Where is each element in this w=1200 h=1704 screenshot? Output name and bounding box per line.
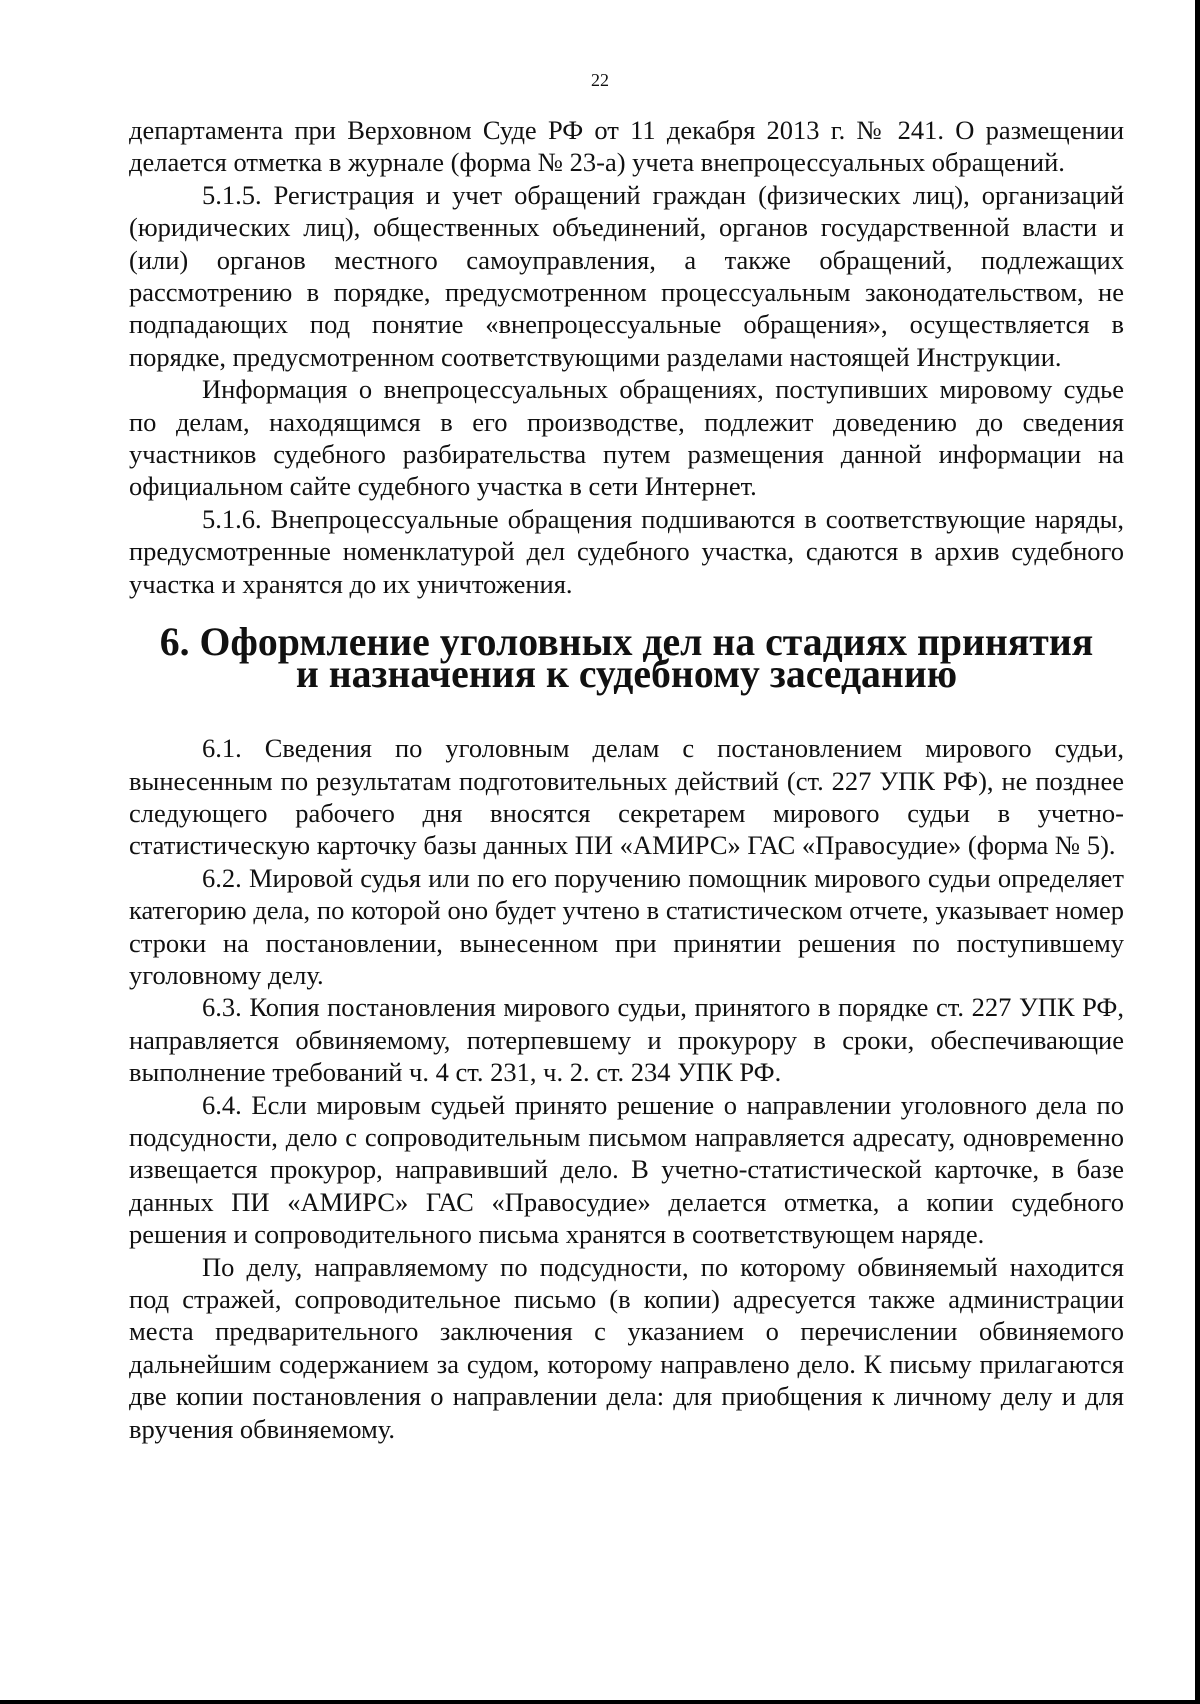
document-body bbox=[129, 114, 1124, 1445]
scan-edge-bottom bbox=[0, 1700, 1200, 1704]
paragraph-5-1-5: 5.1.5. Регистрация и учет обращений граждан (физических лиц), организаций (юридических лиц), общественных объединений, органов государственной власти и (или) органов местного самоуправления, а также обращений, подлежащих рассмотрению в порядке, предусмотренном процессуальным законодательством, не подпадающих под понятие «внепроцессуальные обращения», осуществляется в порядке, предусмотренном соответствующими разделами настоящей Инструкции. bbox=[129, 179, 1124, 372]
paragraph-information: Информация о внепроцессуальных обращениях, поступивших мировому судье по делам, находящимся в его производстве, подлежит доведению до сведения участников судебного разбирательства путем размещения данной информации на официальном сайте судебного участка в сети Интернет. bbox=[129, 374, 1124, 502]
page-number: 22 bbox=[591, 70, 609, 90]
paragraph-5-1-6: 5.1.6. Внепроцессуальные обращения подшиваются в соответствующие наряды, предусмотренные номенклатурой дел судебного участка, сдаются в архив судебного участка и хранятся до их уничтожения. bbox=[129, 503, 1124, 599]
paragraph-jurisdiction-custody: По делу, направляемому по подсудности, по которому обвиняемый находится под стражей, сопроводительное письмо (в копии) адресуется также администрации места предварительного заключения с указанием о перечислении обвиняемого дальнейшим содержанием за судом, которому направлено дело. К письму прилагаются две копии постановления о направлении дела: для приобщения к личному делу и для вручения обвиняемому. bbox=[129, 1251, 1124, 1444]
paragraph-6-1: 6.1. Сведения по уголовным делам с постановлением мирового судьи, вынесенным по результатам подготовительных действий (ст. 227 УПК РФ), не позднее следующего рабочего дня вносятся секретарем мирового судьи в учетно-статистическую карточку базы данных ПИ «АМИРС» ГАС «Правосудие» (форма № 5). bbox=[129, 733, 1124, 861]
section-heading-line-2: и назначения к судебному заседанию bbox=[295, 652, 958, 697]
section-heading-line-1: 6. Оформление уголовных дел на стадиях принятия bbox=[159, 620, 1094, 665]
paragraph-6-3: 6.3. Копия постановления мирового судьи, принятого в порядке ст. 227 УПК РФ, направляется обвиняемому, потерпевшему и прокурору в сроки, обеспечивающие выполнение требований ч. 4 ст. 231, ч. 2. ст. 234 УПК РФ. bbox=[129, 992, 1124, 1088]
paragraph-continuation: департамента при Верховном Суде РФ от 11 декабря 2013 г. № 241. О размещении делается отметка в журнале (форма № 23-а) учета внепроцессуальных обращений. bbox=[129, 115, 1124, 178]
paragraph-6-2: 6.2. Мировой судья или по его поручению помощник мирового судьи определяет категорию дела, по которой оно будет учтено в статистическом отчете, указывает номер строки на постановлении, вынесенном при принятии решения по поступившему уголовному делу. bbox=[129, 862, 1124, 990]
scan-edge-right bbox=[1195, 0, 1200, 1704]
section-heading-6 bbox=[129, 620, 1124, 697]
paragraph-6-4: 6.4. Если мировым судьей принято решение о направлении уголовного дела по подсудности, дело с сопроводительным письмом направляется адресату, одновременно извещается прокурор, направивший дело. В учетно-статистической карточке, в базе данных ПИ «АМИРС» ГАС «Правосудие» делается отметка, а копии судебного решения и сопроводительного письма хранятся в соответствующем наряде. bbox=[129, 1089, 1124, 1250]
